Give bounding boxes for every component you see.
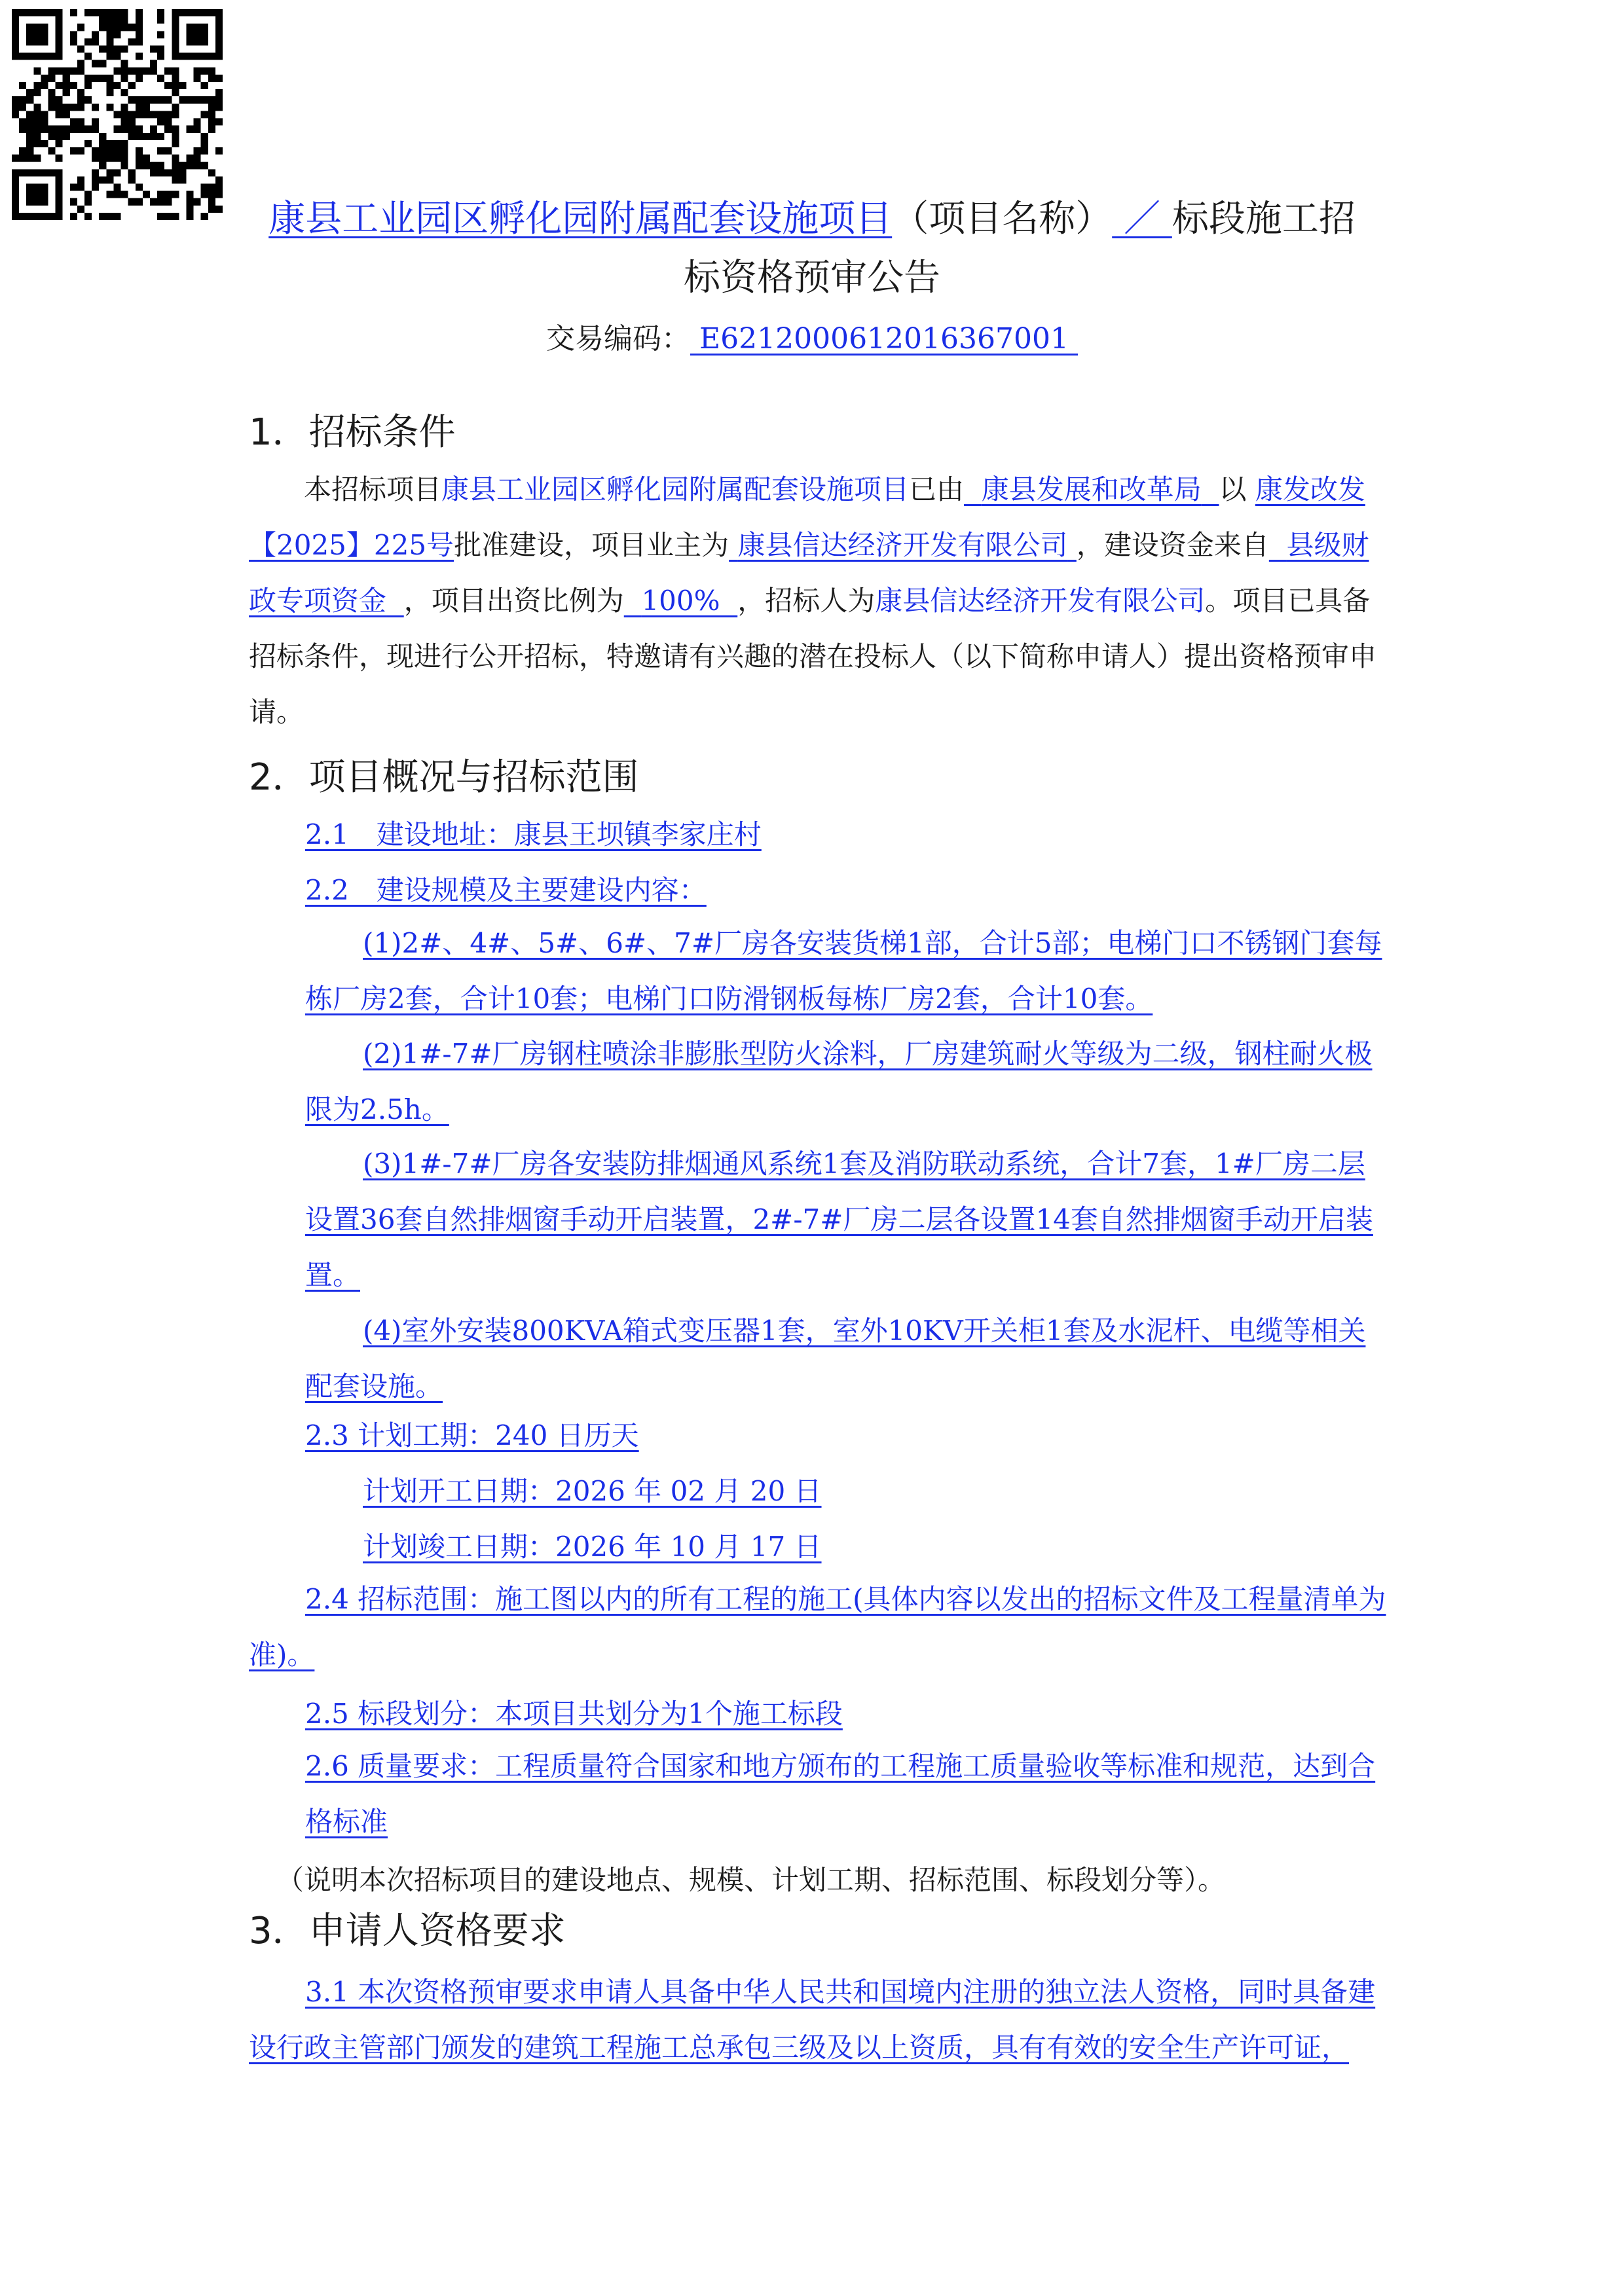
s2-duration: 2.3 计划工期：240 日历天 <box>305 1419 639 1451</box>
s2-end-date: 计划竣工日期：2026 年 10 月 17 日 <box>363 1531 822 1563</box>
s2-sections: 2.5 标段划分：本项目共划分为1个施工标段 <box>305 1698 843 1730</box>
s1-doc-no: 康发改发【2025】225号 <box>249 473 1365 561</box>
section-1-heading: 1．招标条件 <box>249 411 456 454</box>
s2-address: 2.1 建设地址：康县王坝镇李家庄村 <box>305 818 762 850</box>
title-line-2: 标资格预审公告 <box>684 257 940 299</box>
s1-approver: 康县发展和改革局 <box>981 473 1202 505</box>
s2-item-4: (4)室外安装800KVA箱式变压器1套，室外10KV开关柜1套及水泥杆、电缆等相关配套设施。 <box>305 1315 1366 1402</box>
title-suffix: 标段施工招 <box>1172 198 1356 240</box>
transaction-code-line <box>0 319 1624 359</box>
s1-owner: 康县信达经济开发有限公司 <box>737 529 1068 561</box>
s1-tenderer: 康县信达经济开发有限公司 <box>875 585 1206 617</box>
transaction-code: E6212000612016367001 <box>699 322 1069 355</box>
s1-ratio: 100% <box>641 585 720 617</box>
document-title <box>196 190 1428 308</box>
s2-item-1: (1)2#、4#、5#、6#、7#厂房各安装货梯1部，合计5部；电梯门口不锈钢门套每栋厂房2套，合计10套；电梯门口防滑钢板每栋厂房2套，合计10套。 <box>305 927 1382 1015</box>
s2-start-date: 计划开工日期：2026 年 02 月 20 日 <box>363 1475 822 1507</box>
section-2-heading: 2．项目概况与招标范围 <box>249 756 639 799</box>
s1-project: 康县工业园区孵化园附属配套设施项目 <box>441 473 910 505</box>
title-project-name: 康县工业园区孵化园附属配套设施项目 <box>268 198 893 240</box>
s2-scale-heading: 2.2 建设规模及主要建设内容： <box>305 874 707 906</box>
s2-item-3: (3)1#-7#厂房各安装防排烟通风系统1套及消防联动系统，合计7套，1#厂房二层设置36套自然排烟窗手动开启装置，2#-7#厂房二层各设置14套自然排烟窗手动开启装置。 <box>305 1148 1373 1291</box>
qr-code-icon <box>12 9 223 220</box>
title-line-1 <box>196 190 1428 249</box>
s2-note: （说明本次招标项目的建设地点、规模、计划工期、招标范围、标段划分等）。 <box>276 1864 1226 1896</box>
section-3-heading: 3．申请人资格要求 <box>249 1910 566 1952</box>
s3-requirement-1: 3.1 本次资格预审要求申请人具备中华人民共和国境内注册的独立法人资格，同时具备建设行政主管部门颁发的建筑工程施工总承包三级及以上资质，具有有效的安全生产许可证， <box>249 1976 1376 2064</box>
title-section-slash: ／ <box>1124 198 1160 240</box>
s2-quality: 2.6 质量要求：工程质量符合国家和地方颁布的工程施工质量验收等标准和规范，达到合格标准 <box>305 1750 1376 1838</box>
title-name-label: （项目名称） <box>892 198 1113 240</box>
s2-item-2: (2)1#-7#厂房钢柱喷涂非膨胀型防火涂料，厂房建筑耐火等级为二级，钢柱耐火极限为2.5h。 <box>305 1038 1373 1125</box>
s1-fund: 县级财政专项资金 <box>249 529 1369 617</box>
s2-scope: 2.4 招标范围：施工图以内的所有工程的施工(具体内容以发出的招标文件及工程量清单为准)。 <box>249 1583 1386 1671</box>
section-1-paragraph: 本招标项目康县工业园区孵化园附属配套设施项目已由 康县发展和改革局 以 康发改发【2025】225号批准建设，项目业主为 康县信达经济开发有限公司 ，建设资金来自 县级财政专项资金 ，项目出资比例为 100% ，招标人为康县信达经济开发有限公司。项目已具备招标条件，现进行公开招标，特邀请有兴趣的潜在投标人（以下简称申请人）提出资格预审申请。 <box>249 473 1377 728</box>
transaction-label: 交易编码： <box>545 322 690 355</box>
